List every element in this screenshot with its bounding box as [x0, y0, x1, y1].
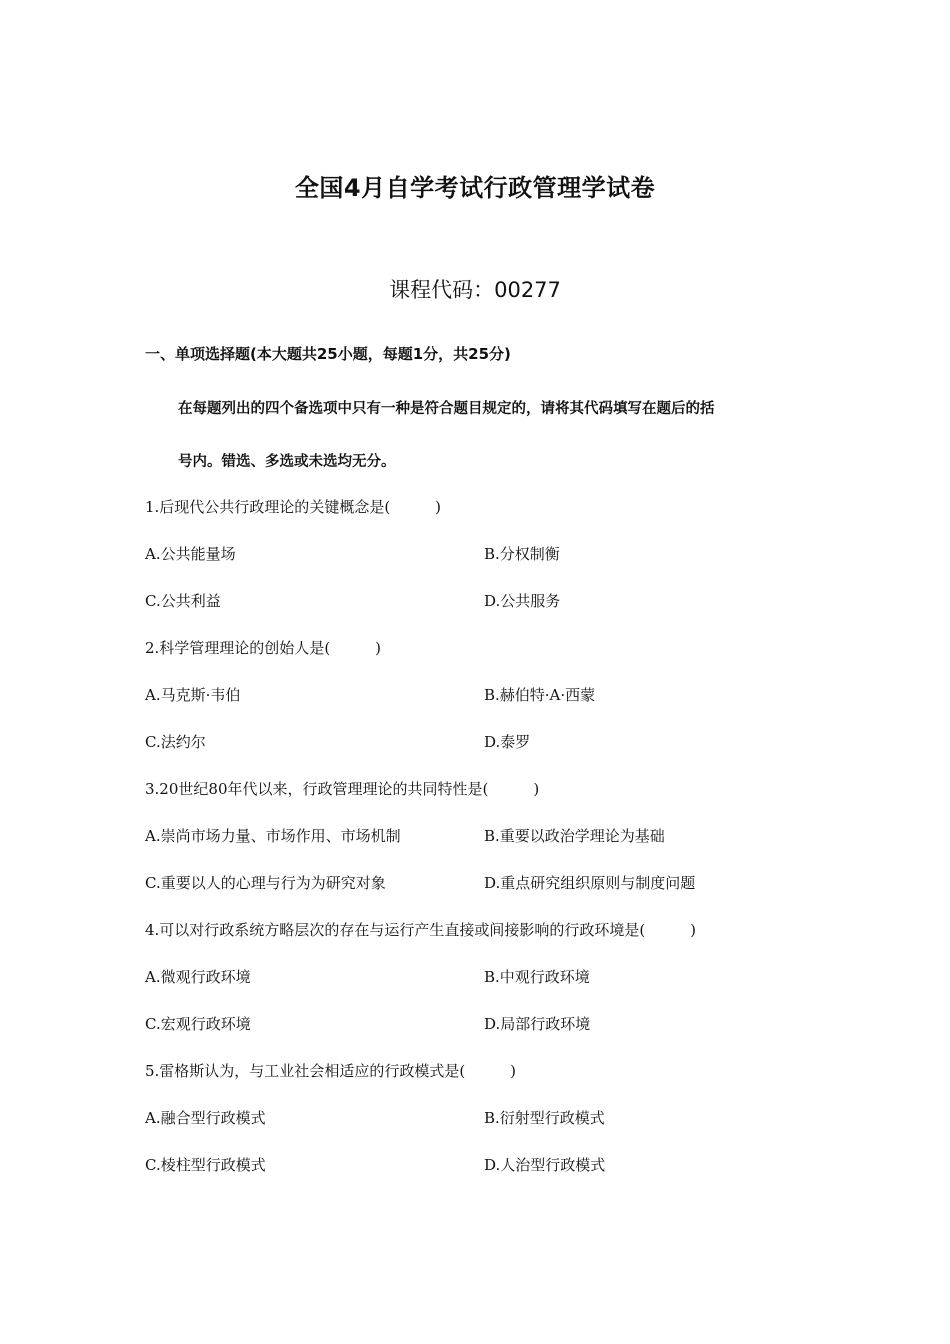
option-b: B.分权制衡: [484, 545, 560, 563]
option-c: C.棱柱型行政模式: [145, 1156, 266, 1174]
option-a: A.微观行政环境: [145, 968, 251, 986]
option-d: D.公共服务: [484, 592, 561, 610]
question-stem: 5.雷格斯认为，与工业社会相适应的行政模式是( ): [145, 1062, 517, 1080]
question-stem: 3.20世纪80年代以来，行政管理理论的共同特性是( ): [145, 780, 540, 798]
option-b: B.衍射型行政模式: [484, 1109, 605, 1127]
option-a: A.融合型行政模式: [145, 1109, 266, 1127]
option-d: D.人治型行政模式: [484, 1156, 606, 1174]
course-code: 课程代码：00277: [389, 278, 561, 302]
option-a: A.马克斯·韦伯: [145, 686, 241, 704]
option-d: D.泰罗: [484, 733, 531, 751]
option-c: C.法约尔: [145, 733, 206, 751]
section-heading: 一、单项选择题(本大题共25小题，每题1分，共25分): [145, 345, 511, 363]
option-b: B.中观行政环境: [484, 968, 590, 986]
question-stem: 2.科学管理理论的创始人是( ): [145, 639, 382, 657]
question-stem: 1.后现代公共行政理论的关键概念是( ): [145, 498, 442, 516]
instruction-line-2: 号内。错选、多选或未选均无分。: [178, 454, 396, 470]
instruction-line-1: 在每题列出的四个备选项中只有一种是符合题目规定的，请将其代码填写在题后的括: [178, 401, 715, 417]
option-c: C.公共利益: [145, 592, 221, 610]
page-title: 全国4月自学考试行政管理学试卷: [294, 174, 656, 202]
option-d: D.重点研究组织原则与制度问题: [484, 874, 696, 892]
question-stem: 4.可以对行政系统方略层次的存在与运行产生直接或间接影响的行政环境是( ): [145, 921, 697, 939]
option-a: A.公共能量场: [145, 545, 236, 563]
option-b: B.赫伯特·A·西蒙: [484, 686, 596, 704]
option-a: A.崇尚市场力量、市场作用、市场机制: [145, 827, 401, 845]
option-c: C.重要以人的心理与行为为研究对象: [145, 874, 386, 892]
option-c: C.宏观行政环境: [145, 1015, 251, 1033]
option-d: D.局部行政环境: [484, 1015, 591, 1033]
option-b: B.重要以政治学理论为基础: [484, 827, 665, 845]
